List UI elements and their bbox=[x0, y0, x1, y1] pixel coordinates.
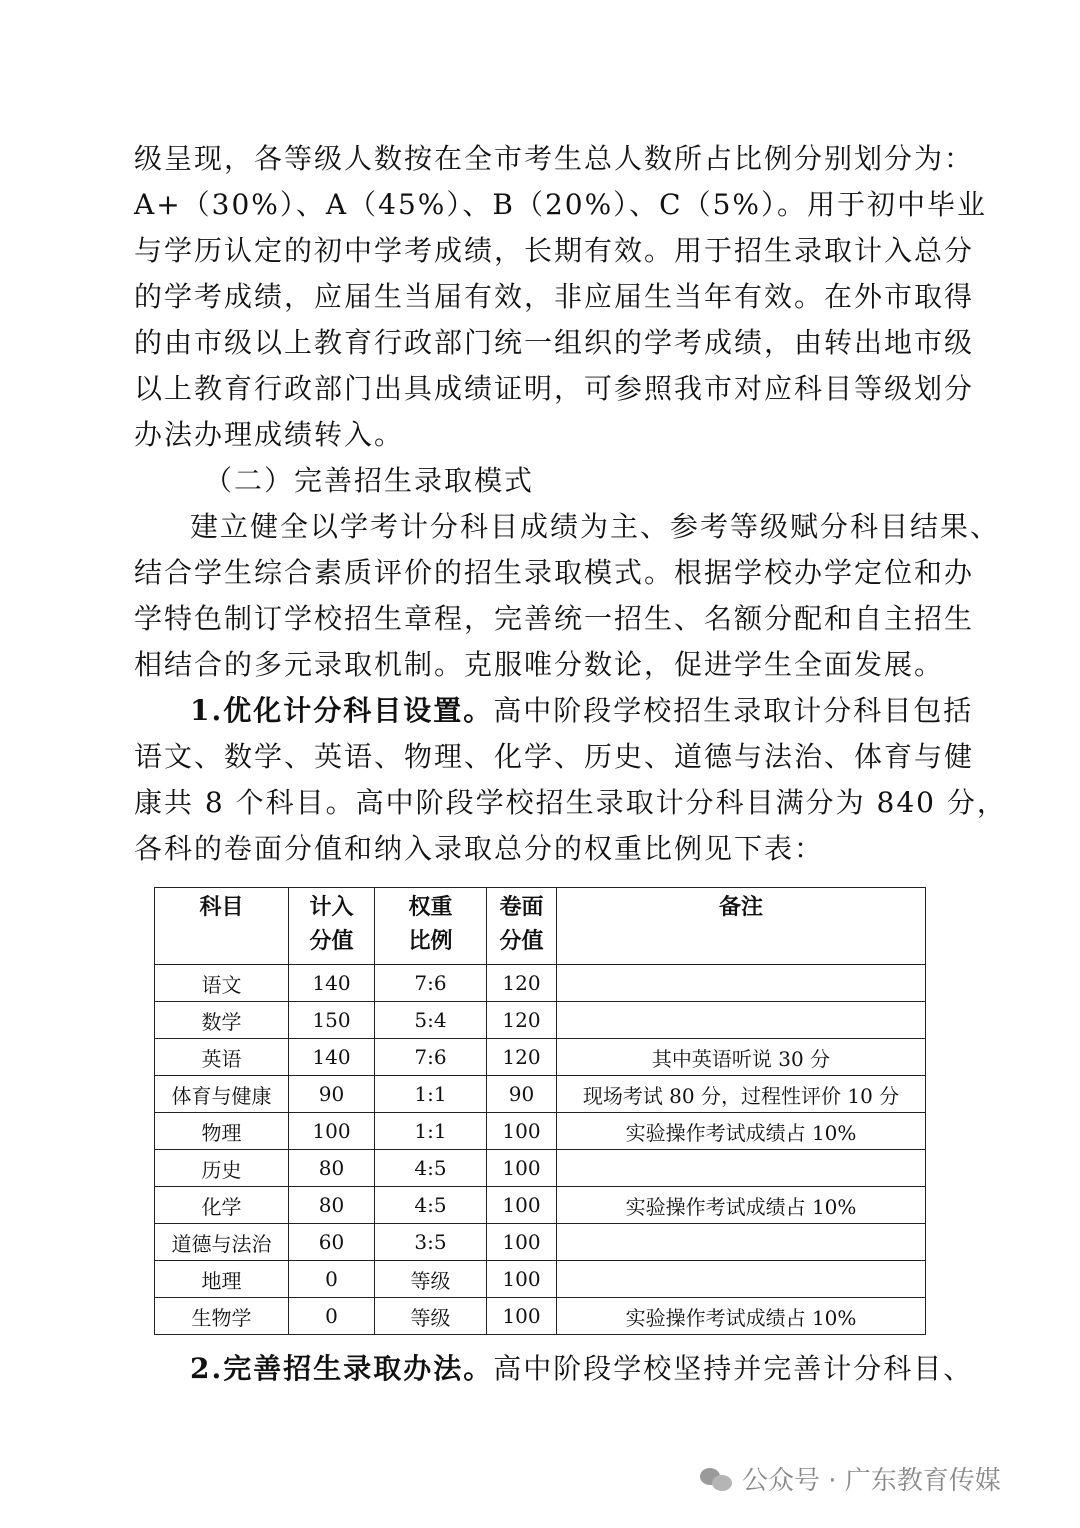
table-cell: 100 bbox=[289, 1113, 375, 1150]
table-cell bbox=[557, 1224, 926, 1261]
item1-line: 语文、数学、英语、物理、化学、历史、道德与法治、体育与健 bbox=[134, 740, 975, 773]
table-row bbox=[155, 1039, 926, 1076]
table-cell: 其中英语听说 30 分 bbox=[557, 1039, 926, 1076]
table-cell: 100 bbox=[487, 1224, 557, 1261]
watermark-text: 公众号 · 广东教育传媒 bbox=[742, 1466, 1001, 1496]
section-line: 学特色制订学校招生章程，完善统一招生、名额分配和自主招生 bbox=[134, 602, 975, 635]
table-header-cell: 权重 比例 bbox=[375, 888, 487, 965]
section-line: 建立健全以学考计分科目成绩为主、参考等级赋分科目结果、 bbox=[190, 510, 1001, 543]
table-cell: 80 bbox=[289, 1187, 375, 1224]
table-cell: 数学 bbox=[155, 1002, 289, 1039]
intro-line: A+（30%）、A（45%）、B（20%）、C（5%）。用于初中毕业 bbox=[134, 188, 988, 221]
table-row bbox=[155, 1187, 926, 1224]
table-cell: 120 bbox=[487, 1002, 557, 1039]
table-cell: 120 bbox=[487, 965, 557, 1002]
table-cell: 4:5 bbox=[375, 1187, 487, 1224]
table-cell: 等级 bbox=[375, 1261, 487, 1298]
table-cell: 英语 bbox=[155, 1039, 289, 1076]
table-cell: 实验操作考试成绩占 10% bbox=[557, 1298, 926, 1335]
table-cell: 语文 bbox=[155, 965, 289, 1002]
table-cell: 7:6 bbox=[375, 1039, 487, 1076]
intro-line: 以上教育行政部门出具成绩证明，可参照我市对应科目等级划分 bbox=[134, 372, 975, 405]
intro-line: 与学历认定的初中学考成绩，长期有效。用于招生录取计入总分 bbox=[134, 234, 975, 267]
table-cell bbox=[557, 1002, 926, 1039]
table-row bbox=[155, 965, 926, 1002]
subject-score-table bbox=[154, 887, 926, 1335]
table-cell: 100 bbox=[487, 1261, 557, 1298]
table-cell: 0 bbox=[289, 1261, 375, 1298]
table-cell: 实验操作考试成绩占 10% bbox=[557, 1113, 926, 1150]
table-cell: 100 bbox=[487, 1187, 557, 1224]
item2-first-line: 高中阶段学校坚持并完善计分科目、 bbox=[493, 1352, 974, 1385]
table-cell: 1:1 bbox=[375, 1076, 487, 1113]
table-row bbox=[155, 1261, 926, 1298]
intro-line: 办法办理成绩转入。 bbox=[134, 418, 405, 451]
table-cell: 地理 bbox=[155, 1261, 289, 1298]
table-cell: 90 bbox=[487, 1076, 557, 1113]
table-row bbox=[155, 1150, 926, 1187]
table-row bbox=[155, 1076, 926, 1113]
intro-line: 的由市级以上教育行政部门统一组织的学考成绩，由转出地市级 bbox=[134, 326, 975, 359]
table-header-row bbox=[155, 888, 926, 965]
table-cell: 化学 bbox=[155, 1187, 289, 1224]
table-row bbox=[155, 1224, 926, 1261]
document-body bbox=[134, 136, 1007, 872]
table-cell: 100 bbox=[487, 1298, 557, 1335]
table-cell bbox=[557, 965, 926, 1002]
watermark bbox=[700, 1460, 1001, 1497]
table-cell: 140 bbox=[289, 965, 375, 1002]
table-cell bbox=[557, 1261, 926, 1298]
table-header-cell: 计入 分值 bbox=[289, 888, 375, 965]
item1-paragraph bbox=[134, 688, 1007, 872]
table-cell: 物理 bbox=[155, 1113, 289, 1150]
section-heading: （二）完善招生录取模式 bbox=[204, 464, 535, 497]
table-cell: 60 bbox=[289, 1224, 375, 1261]
table-cell: 道德与法治 bbox=[155, 1224, 289, 1261]
table-header-cell: 备注 bbox=[557, 888, 926, 965]
table-cell: 3:5 bbox=[375, 1224, 487, 1261]
table-cell: 80 bbox=[289, 1150, 375, 1187]
table-row bbox=[155, 1298, 926, 1335]
item1-first-line: 高中阶段学校招生录取计分科目包括 bbox=[493, 694, 974, 727]
table-cell: 90 bbox=[289, 1076, 375, 1113]
item1-title: 1.优化计分科目设置。 bbox=[190, 694, 494, 727]
section-line: 结合学生综合素质评价的招生录取模式。根据学校办学定位和办 bbox=[134, 556, 975, 589]
intro-line: 级呈现，各等级人数按在全市考生总人数所占比例分别划分为： bbox=[134, 142, 975, 175]
table-header-cell: 科目 bbox=[155, 888, 289, 965]
table-cell: 140 bbox=[289, 1039, 375, 1076]
table-cell: 120 bbox=[487, 1039, 557, 1076]
table-cell: 1:1 bbox=[375, 1113, 487, 1150]
table-cell: 150 bbox=[289, 1002, 375, 1039]
table-cell: 7:6 bbox=[375, 965, 487, 1002]
table-cell: 等级 bbox=[375, 1298, 487, 1335]
table-cell: 实验操作考试成绩占 10% bbox=[557, 1187, 926, 1224]
item1-line: 康共 8 个科目。高中阶段学校招生录取计分科目满分为 840 分， bbox=[134, 786, 1007, 819]
table-cell: 历史 bbox=[155, 1150, 289, 1187]
section-paragraph bbox=[134, 504, 1001, 688]
table-row bbox=[155, 1002, 926, 1039]
table-cell: 生物学 bbox=[155, 1298, 289, 1335]
intro-paragraph bbox=[134, 136, 988, 458]
intro-line: 的学考成绩，应届生当届有效，非应届生当年有效。在外市取得 bbox=[134, 280, 975, 313]
item2-paragraph bbox=[134, 1346, 974, 1392]
table-cell: 体育与健康 bbox=[155, 1076, 289, 1113]
section-line: 相结合的多元录取机制。克服唯分数论，促进学生全面发展。 bbox=[134, 648, 945, 681]
table-body bbox=[155, 965, 926, 1335]
table-cell: 0 bbox=[289, 1298, 375, 1335]
table-cell: 100 bbox=[487, 1113, 557, 1150]
table-cell: 4:5 bbox=[375, 1150, 487, 1187]
table-cell: 5:4 bbox=[375, 1002, 487, 1039]
table-cell: 100 bbox=[487, 1150, 557, 1187]
table-row bbox=[155, 1113, 926, 1150]
table-cell bbox=[557, 1150, 926, 1187]
table-header-cell: 卷面 分值 bbox=[487, 888, 557, 965]
item1-line: 各科的卷面分值和纳入录取总分的权重比例见下表： bbox=[134, 832, 825, 865]
wechat-icon bbox=[700, 1466, 732, 1492]
table-cell: 现场考试 80 分，过程性评价 10 分 bbox=[557, 1076, 926, 1113]
item2-title: 2.完善招生录取办法。 bbox=[190, 1352, 494, 1385]
